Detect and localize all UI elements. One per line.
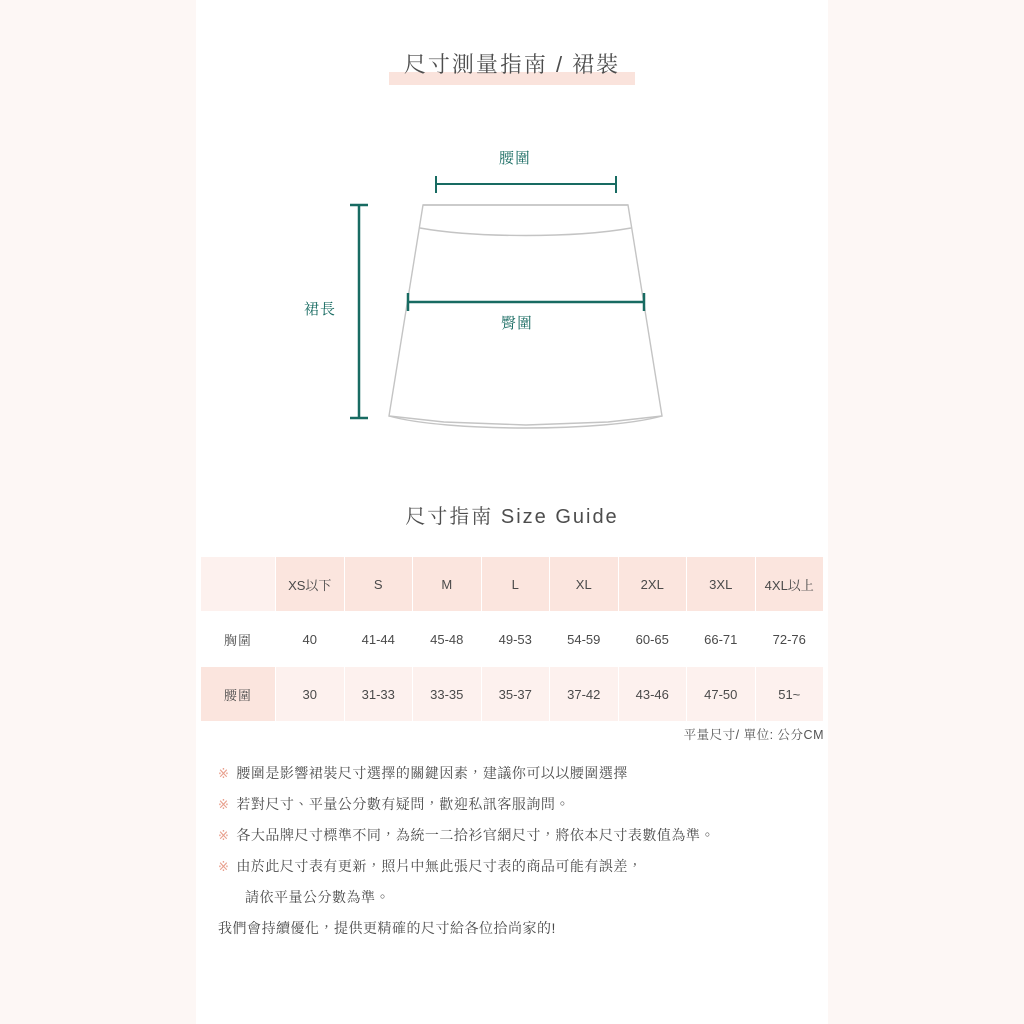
size-table-head <box>201 557 824 612</box>
header-cell-xs: XS以下 <box>276 557 345 612</box>
page-title: 尺寸測量指南 / 裙裝 <box>403 52 621 77</box>
cell-waist-l: 35-37 <box>481 667 550 722</box>
note-mark-icon: ※ <box>218 828 230 843</box>
cell-waist-4xl: 51~ <box>755 667 824 722</box>
content-area <box>196 0 828 1024</box>
note-mark-icon: ※ <box>218 859 230 874</box>
cell-waist-xs: 30 <box>276 667 345 722</box>
size-table-wrapper <box>200 556 824 722</box>
cell-bust-xs: 40 <box>276 612 345 667</box>
note-text: 我們會持續優化，提供更精確的尺寸給各位拾尚家的! <box>218 920 556 936</box>
table-row <box>201 612 824 667</box>
note-item-continuation <box>218 882 828 913</box>
note-mark-icon: ※ <box>218 766 230 781</box>
header-cell-s: S <box>344 557 413 612</box>
note-text: 由於此尺寸表有更新，照片中無此張尺寸表的商品可能有誤差， <box>236 858 643 874</box>
size-table <box>200 556 824 722</box>
notes-list <box>218 758 828 944</box>
cell-waist-xl: 37-42 <box>550 667 619 722</box>
cell-waist-3xl: 47-50 <box>687 667 756 722</box>
note-item-closing <box>218 913 828 944</box>
hip-label: 臀圍 <box>501 315 534 332</box>
page-title-block <box>196 48 828 79</box>
skirt-waistband-bottom <box>420 228 631 236</box>
note-item <box>218 758 828 789</box>
header-cell-m: M <box>413 557 482 612</box>
header-cell-2xl: 2XL <box>618 557 687 612</box>
header-cell-xl: XL <box>550 557 619 612</box>
skirt-measurement-diagram <box>196 120 828 450</box>
cell-waist-s: 31-33 <box>344 667 413 722</box>
table-header-row <box>201 557 824 612</box>
row-header-waist: 腰圍 <box>201 667 276 722</box>
note-text: 若對尺寸、平量公分數有疑問，歡迎私訊客服詢問。 <box>236 796 570 812</box>
size-table-body <box>201 612 824 722</box>
table-unit-note: 平量尺寸/ 單位: 公分CM <box>683 728 824 742</box>
note-mark-icon: ※ <box>218 797 230 812</box>
left-side-band <box>0 0 196 1024</box>
cell-bust-l: 49-53 <box>481 612 550 667</box>
cell-waist-m: 33-35 <box>413 667 482 722</box>
cell-bust-xl: 54-59 <box>550 612 619 667</box>
cell-bust-s: 41-44 <box>344 612 413 667</box>
cell-waist-2xl: 43-46 <box>618 667 687 722</box>
cell-bust-m: 45-48 <box>413 612 482 667</box>
skirt-diagram-svg <box>196 120 828 450</box>
size-guide-heading: 尺寸指南 Size Guide <box>405 506 619 528</box>
header-cell-l: L <box>481 557 550 612</box>
header-cell-blank <box>201 557 276 612</box>
length-label: 裙長 <box>304 301 337 318</box>
cell-bust-2xl: 60-65 <box>618 612 687 667</box>
note-item <box>218 820 828 851</box>
right-side-band <box>828 0 1024 1024</box>
header-cell-3xl: 3XL <box>687 557 756 612</box>
cell-bust-4xl: 72-76 <box>755 612 824 667</box>
note-item <box>218 851 828 882</box>
skirt-hem <box>389 416 662 428</box>
note-item <box>218 789 828 820</box>
note-text: 腰圍是影響裙裝尺寸選擇的關鍵因素，建議你可以以腰圍選擇 <box>236 765 628 781</box>
header-cell-4xl: 4XL以上 <box>755 557 824 612</box>
row-header-bust: 胸圍 <box>201 612 276 667</box>
table-row <box>201 667 824 722</box>
cell-bust-3xl: 66-71 <box>687 612 756 667</box>
waist-label: 腰圍 <box>499 150 532 167</box>
note-text: 各大品牌尺寸標準不同，為統一二拾衫官網尺寸，將依本尺寸表數值為準。 <box>236 827 715 843</box>
note-text: 請依平量公分數為準。 <box>245 889 390 905</box>
